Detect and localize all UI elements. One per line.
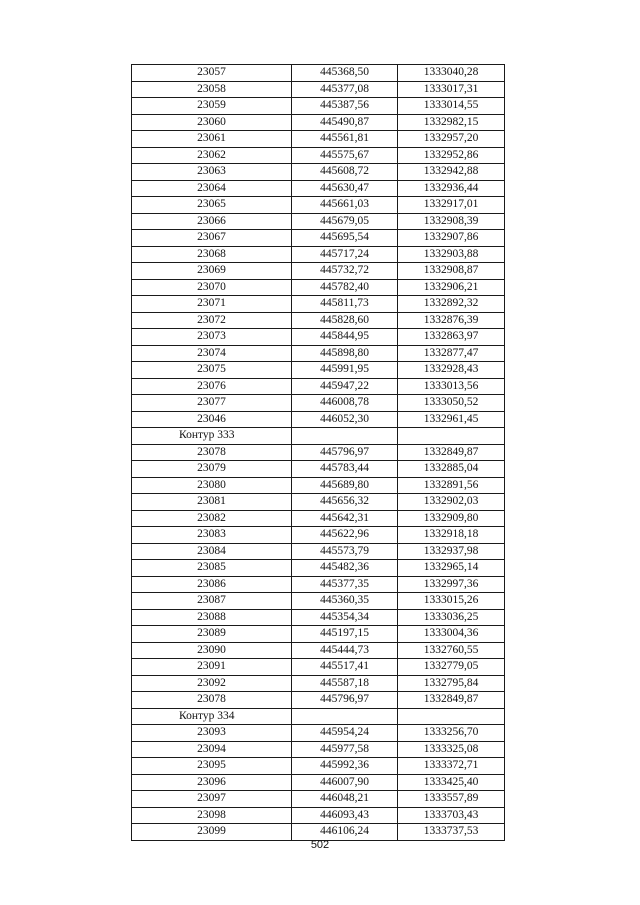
x-coordinate-cell: 445796,97 <box>292 692 398 709</box>
x-coordinate-cell: 445811,73 <box>292 296 398 313</box>
y-coordinate-cell: 1333017,31 <box>398 81 505 98</box>
point-number-cell: 23097 <box>132 791 292 808</box>
point-number-cell: 23064 <box>132 180 292 197</box>
y-coordinate-cell: 1332760,55 <box>398 642 505 659</box>
point-number-cell: 23081 <box>132 494 292 511</box>
x-coordinate-cell: 445828,60 <box>292 312 398 329</box>
table-row <box>132 774 505 791</box>
point-number-cell: 23074 <box>132 345 292 362</box>
y-coordinate-cell: 1332876,39 <box>398 312 505 329</box>
point-number-cell: 23096 <box>132 774 292 791</box>
table-row <box>132 659 505 676</box>
x-coordinate-cell: 446008,78 <box>292 395 398 412</box>
x-coordinate-cell: 445377,08 <box>292 81 398 98</box>
y-coordinate-cell: 1333737,53 <box>398 824 505 841</box>
y-coordinate-cell: 1333557,89 <box>398 791 505 808</box>
point-number-cell: 23080 <box>132 477 292 494</box>
x-coordinate-cell: 445661,03 <box>292 197 398 214</box>
x-coordinate-cell: 445642,31 <box>292 510 398 527</box>
y-coordinate-cell: 1332909,80 <box>398 510 505 527</box>
point-number-cell: 23075 <box>132 362 292 379</box>
table-row <box>132 378 505 395</box>
y-coordinate-cell: 1333014,55 <box>398 98 505 115</box>
x-coordinate-cell: 445954,24 <box>292 725 398 742</box>
y-coordinate-cell: 1332917,01 <box>398 197 505 214</box>
table-row <box>132 411 505 428</box>
y-coordinate-cell: 1333013,56 <box>398 378 505 395</box>
y-coordinate-cell: 1332885,04 <box>398 461 505 478</box>
x-coordinate-cell: 445717,24 <box>292 246 398 263</box>
contour-title: Контур 333 <box>132 428 292 445</box>
table-row <box>132 791 505 808</box>
y-coordinate-cell: 1333050,52 <box>398 395 505 412</box>
point-number-cell: 23090 <box>132 642 292 659</box>
point-number-cell: 23095 <box>132 758 292 775</box>
x-coordinate-cell: 445991,95 <box>292 362 398 379</box>
y-coordinate-cell: 1332902,03 <box>398 494 505 511</box>
y-coordinate-cell: 1333325,08 <box>398 741 505 758</box>
y-coordinate-cell: 1332957,20 <box>398 131 505 148</box>
table-row <box>132 362 505 379</box>
y-coordinate-cell: 1333004,36 <box>398 626 505 643</box>
table-row <box>132 725 505 742</box>
point-number-cell: 23060 <box>132 114 292 131</box>
point-number-cell: 23078 <box>132 692 292 709</box>
y-coordinate-cell: 1332795,84 <box>398 675 505 692</box>
x-coordinate-cell: 445630,47 <box>292 180 398 197</box>
point-number-cell: 23076 <box>132 378 292 395</box>
coordinates-table <box>131 64 505 841</box>
y-coordinate-cell: 1332906,21 <box>398 279 505 296</box>
contour-header-row <box>132 428 505 445</box>
table-row <box>132 444 505 461</box>
point-number-cell: 23085 <box>132 560 292 577</box>
x-coordinate-cell: 445622,96 <box>292 527 398 544</box>
y-coordinate-cell: 1333256,70 <box>398 725 505 742</box>
point-number-cell: 23066 <box>132 213 292 230</box>
x-coordinate-cell: 445368,50 <box>292 65 398 82</box>
y-coordinate-cell: 1332891,56 <box>398 477 505 494</box>
table-row <box>132 494 505 511</box>
point-number-cell: 23094 <box>132 741 292 758</box>
empty-cell <box>292 428 398 445</box>
y-coordinate-cell: 1332961,45 <box>398 411 505 428</box>
y-coordinate-cell: 1333703,43 <box>398 807 505 824</box>
table-row <box>132 65 505 82</box>
x-coordinate-cell: 445898,80 <box>292 345 398 362</box>
point-number-cell: 23068 <box>132 246 292 263</box>
point-number-cell: 23062 <box>132 147 292 164</box>
table-row <box>132 329 505 346</box>
page-number: 502 <box>310 839 330 851</box>
table-row <box>132 477 505 494</box>
y-coordinate-cell: 1333040,28 <box>398 65 505 82</box>
table-row <box>132 180 505 197</box>
table-row <box>132 230 505 247</box>
table-row <box>132 593 505 610</box>
table-row <box>132 114 505 131</box>
point-number-cell: 23073 <box>132 329 292 346</box>
x-coordinate-cell: 445575,67 <box>292 147 398 164</box>
point-number-cell: 23078 <box>132 444 292 461</box>
table-row <box>132 609 505 626</box>
table-row <box>132 81 505 98</box>
point-number-cell: 23063 <box>132 164 292 181</box>
point-number-cell: 23086 <box>132 576 292 593</box>
x-coordinate-cell: 445587,18 <box>292 675 398 692</box>
table-row <box>132 626 505 643</box>
y-coordinate-cell: 1332877,47 <box>398 345 505 362</box>
point-number-cell: 23083 <box>132 527 292 544</box>
x-coordinate-cell: 445679,05 <box>292 213 398 230</box>
empty-cell <box>398 708 505 725</box>
y-coordinate-cell: 1332863,97 <box>398 329 505 346</box>
x-coordinate-cell: 445977,58 <box>292 741 398 758</box>
x-coordinate-cell: 446048,21 <box>292 791 398 808</box>
table-row <box>132 296 505 313</box>
table-row <box>132 461 505 478</box>
point-number-cell: 23059 <box>132 98 292 115</box>
point-number-cell: 23084 <box>132 543 292 560</box>
y-coordinate-cell: 1332779,05 <box>398 659 505 676</box>
y-coordinate-cell: 1332849,87 <box>398 692 505 709</box>
point-number-cell: 23058 <box>132 81 292 98</box>
x-coordinate-cell: 445732,72 <box>292 263 398 280</box>
point-number-cell: 23069 <box>132 263 292 280</box>
y-coordinate-cell: 1332965,14 <box>398 560 505 577</box>
x-coordinate-cell: 445360,35 <box>292 593 398 610</box>
x-coordinate-cell: 445573,79 <box>292 543 398 560</box>
table-row <box>132 213 505 230</box>
table-row <box>132 395 505 412</box>
point-number-cell: 23070 <box>132 279 292 296</box>
x-coordinate-cell: 445490,87 <box>292 114 398 131</box>
point-number-cell: 23071 <box>132 296 292 313</box>
table-row <box>132 312 505 329</box>
point-number-cell: 23091 <box>132 659 292 676</box>
table-row <box>132 98 505 115</box>
x-coordinate-cell: 445517,41 <box>292 659 398 676</box>
x-coordinate-cell: 446106,24 <box>292 824 398 841</box>
table-row <box>132 741 505 758</box>
y-coordinate-cell: 1332936,44 <box>398 180 505 197</box>
point-number-cell: 23079 <box>132 461 292 478</box>
table-row <box>132 758 505 775</box>
table-row <box>132 576 505 593</box>
x-coordinate-cell: 445197,15 <box>292 626 398 643</box>
table-row <box>132 510 505 527</box>
table-row <box>132 147 505 164</box>
contour-title: Контур 334 <box>132 708 292 725</box>
table-row <box>132 807 505 824</box>
table-row <box>132 527 505 544</box>
y-coordinate-cell: 1332997,36 <box>398 576 505 593</box>
x-coordinate-cell: 445354,34 <box>292 609 398 626</box>
table-row <box>132 345 505 362</box>
table-row <box>132 263 505 280</box>
table-row <box>132 543 505 560</box>
y-coordinate-cell: 1332892,32 <box>398 296 505 313</box>
contour-header-row <box>132 708 505 725</box>
x-coordinate-cell: 445992,36 <box>292 758 398 775</box>
point-number-cell: 23065 <box>132 197 292 214</box>
point-number-cell: 23098 <box>132 807 292 824</box>
y-coordinate-cell: 1332849,87 <box>398 444 505 461</box>
point-number-cell: 23089 <box>132 626 292 643</box>
x-coordinate-cell: 445695,54 <box>292 230 398 247</box>
y-coordinate-cell: 1332952,86 <box>398 147 505 164</box>
x-coordinate-cell: 445796,97 <box>292 444 398 461</box>
y-coordinate-cell: 1332903,88 <box>398 246 505 263</box>
point-number-cell: 23088 <box>132 609 292 626</box>
x-coordinate-cell: 445561,81 <box>292 131 398 148</box>
x-coordinate-cell: 445782,40 <box>292 279 398 296</box>
empty-cell <box>398 428 505 445</box>
y-coordinate-cell: 1333036,25 <box>398 609 505 626</box>
table-row <box>132 164 505 181</box>
x-coordinate-cell: 445947,22 <box>292 378 398 395</box>
point-number-cell: 23087 <box>132 593 292 610</box>
point-number-cell: 23061 <box>132 131 292 148</box>
y-coordinate-cell: 1332928,43 <box>398 362 505 379</box>
y-coordinate-cell: 1332908,87 <box>398 263 505 280</box>
x-coordinate-cell: 445689,80 <box>292 477 398 494</box>
table-row <box>132 197 505 214</box>
x-coordinate-cell: 445844,95 <box>292 329 398 346</box>
x-coordinate-cell: 445482,36 <box>292 560 398 577</box>
table-row <box>132 246 505 263</box>
x-coordinate-cell: 445783,44 <box>292 461 398 478</box>
x-coordinate-cell: 445444,73 <box>292 642 398 659</box>
x-coordinate-cell: 445387,56 <box>292 98 398 115</box>
table-row <box>132 642 505 659</box>
point-number-cell: 23093 <box>132 725 292 742</box>
table-row <box>132 279 505 296</box>
point-number-cell: 23046 <box>132 411 292 428</box>
x-coordinate-cell: 445377,35 <box>292 576 398 593</box>
y-coordinate-cell: 1332908,39 <box>398 213 505 230</box>
x-coordinate-cell: 446007,90 <box>292 774 398 791</box>
x-coordinate-cell: 445608,72 <box>292 164 398 181</box>
table-row <box>132 131 505 148</box>
y-coordinate-cell: 1332907,86 <box>398 230 505 247</box>
point-number-cell: 23057 <box>132 65 292 82</box>
table-row <box>132 692 505 709</box>
y-coordinate-cell: 1333015,26 <box>398 593 505 610</box>
point-number-cell: 23082 <box>132 510 292 527</box>
table-row <box>132 824 505 841</box>
x-coordinate-cell: 446052,30 <box>292 411 398 428</box>
empty-cell <box>292 708 398 725</box>
table-row <box>132 675 505 692</box>
x-coordinate-cell: 445656,32 <box>292 494 398 511</box>
point-number-cell: 23072 <box>132 312 292 329</box>
point-number-cell: 23077 <box>132 395 292 412</box>
y-coordinate-cell: 1332942,88 <box>398 164 505 181</box>
y-coordinate-cell: 1332918,18 <box>398 527 505 544</box>
table-row <box>132 560 505 577</box>
point-number-cell: 23092 <box>132 675 292 692</box>
x-coordinate-cell: 446093,43 <box>292 807 398 824</box>
point-number-cell: 23099 <box>132 824 292 841</box>
y-coordinate-cell: 1333425,40 <box>398 774 505 791</box>
coordinates-table-body <box>132 65 505 841</box>
y-coordinate-cell: 1332937,98 <box>398 543 505 560</box>
y-coordinate-cell: 1332982,15 <box>398 114 505 131</box>
y-coordinate-cell: 1333372,71 <box>398 758 505 775</box>
point-number-cell: 23067 <box>132 230 292 247</box>
